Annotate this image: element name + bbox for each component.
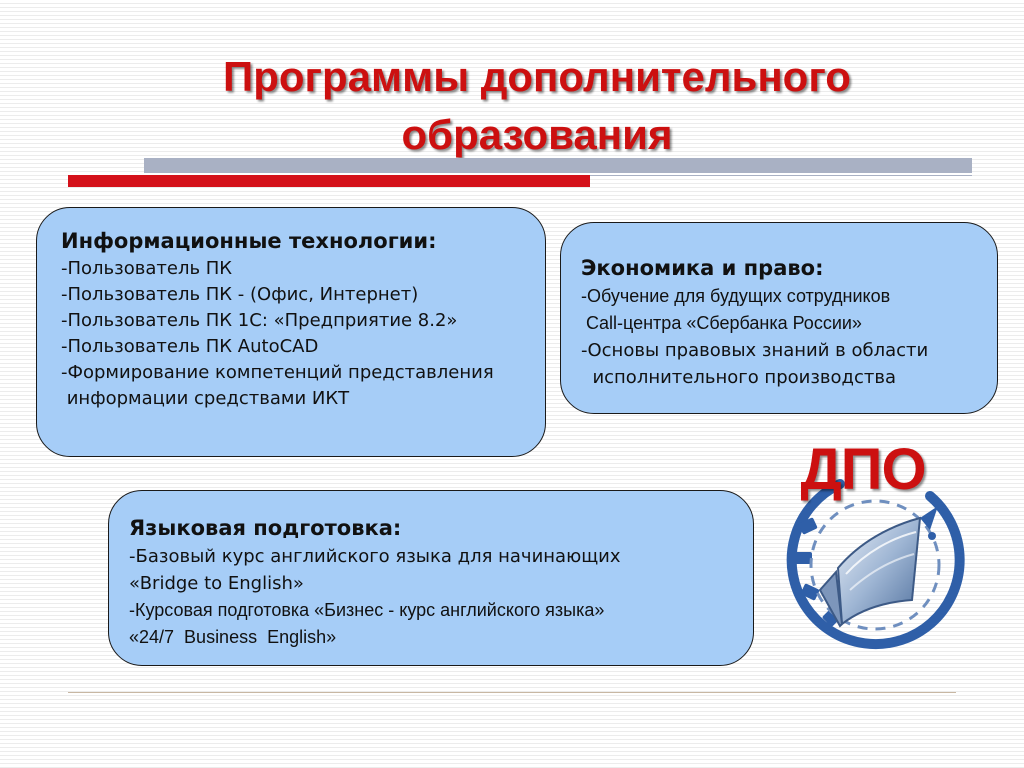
slide-title-line-2: образования [401,111,673,158]
language-training-title: Языковая подготовка: [129,516,402,540]
title-underline-gray [144,158,972,173]
title-underline-red [68,175,590,187]
it-program-item: -Формирование компетенций представления [61,362,494,383]
economy-program-item: -Обучение для будущих сотрудников [581,286,891,306]
language-training-box [108,490,754,666]
it-program-item: информации средствами ИКТ [61,388,350,409]
it-programs-box [36,207,546,457]
language-program-item: «24/7 Business English» [129,627,337,647]
slide-title [0,48,1024,164]
language-program-item: -Курсовая подготовка «Бизнес - курс английского языка» [129,600,605,620]
economy-law-title: Экономика и право: [581,256,824,280]
dpo-logo-text: ДПО [800,437,926,502]
it-program-item: -Пользователь ПК 1С: «Предприятие 8.2» [61,310,458,331]
footer-divider [68,692,956,693]
title-underline-thin [590,175,972,176]
it-program-item: -Пользователь ПК AutoCAD [61,336,319,357]
economy-program-item: Call-центра «Сбербанка России» [581,313,862,333]
it-program-item: -Пользователь ПК [61,258,233,279]
slide-title-line-1: Программы дополнительного [223,53,851,100]
it-program-item: -Пользователь ПК - (Офис, Интернет) [61,284,419,305]
language-program-item: «Bridge to English» [129,573,304,594]
economy-law-box [560,222,998,414]
it-programs-title: Информационные технологии: [61,229,437,253]
language-program-item: -Базовый курс английского языка для начинающих [129,546,621,567]
economy-program-item: -Основы правовых знаний в области [581,340,929,361]
economy-program-item: исполнительного производства [581,367,896,388]
